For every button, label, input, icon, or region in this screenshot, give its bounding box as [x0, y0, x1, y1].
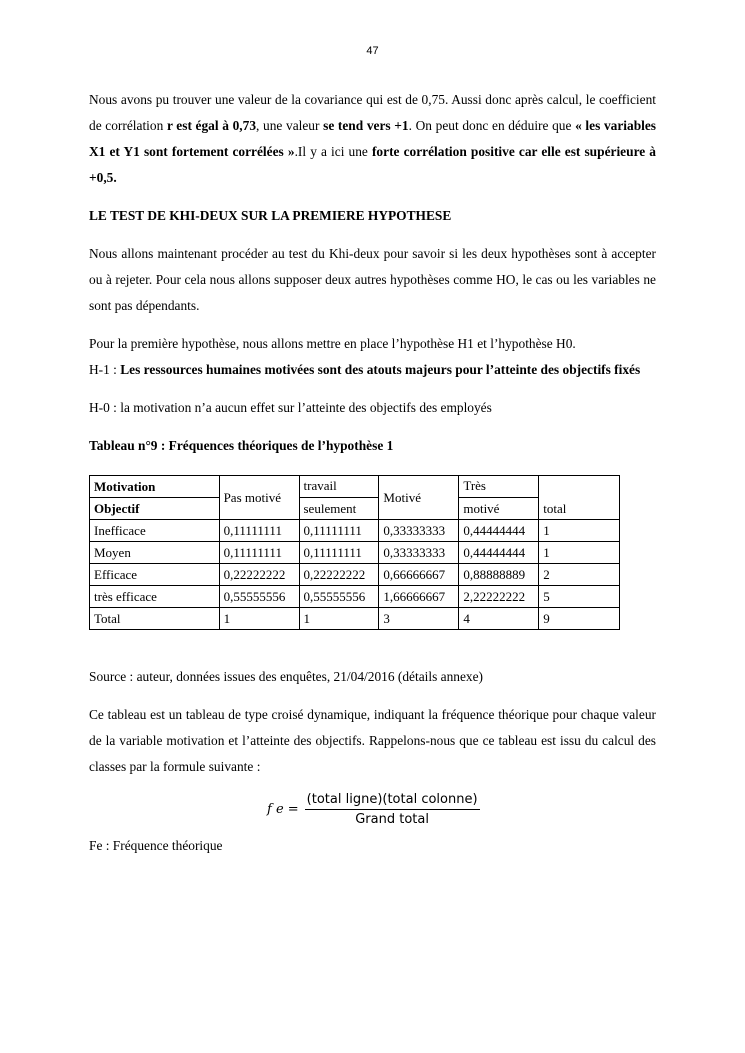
hypothesis-h1: [89, 357, 656, 383]
paragraph-hypotheses: Pour la première hypothèse, nous allons mettre en place l’hypothèse H1 et l’hypothèse H0.: [89, 336, 576, 351]
col-header-tres-l2: motivé: [459, 498, 539, 520]
page-number: 47: [366, 45, 379, 57]
formula-denominator: Grand total: [355, 812, 429, 827]
text-run: .Il y a ici une: [294, 144, 372, 159]
row-label: Inefficace: [90, 520, 220, 542]
row-label: Efficace: [90, 564, 220, 586]
text-run: . On peut donc en déduire que: [408, 118, 576, 133]
table-cell: 0,88888889: [459, 564, 539, 586]
fe-definition: Fe : Fréquence théorique: [89, 838, 223, 853]
bold-run: r est égal à 0,73: [166, 118, 257, 133]
table-row-total: [90, 608, 620, 630]
col-header-motive: Motivé: [379, 476, 459, 520]
text-run: Nous avons pu trouver une valeur de la covariance qui est de 0,75. Aussi donc après calcul, le coefficient de corrélation: [89, 92, 656, 133]
paragraph-correlation: [89, 87, 656, 191]
table-cell: 9: [539, 608, 620, 630]
col-header-travail-l1: travail: [299, 476, 379, 498]
table-cell: 5: [539, 586, 620, 608]
document-body: [89, 87, 656, 859]
table-cell: 1,66666667: [379, 586, 459, 608]
col-header-total: total: [539, 476, 620, 520]
table-row: [90, 520, 620, 542]
corner-motivation: Motivation: [90, 476, 220, 498]
section-heading: [89, 203, 656, 229]
table-header-row: [90, 476, 620, 498]
col-header-pas-motive: Pas motivé: [219, 476, 299, 520]
source-note: Source : auteur, données issues des enquêtes, 21/04/2016 (détails annexe): [89, 669, 484, 684]
h1-text: Les ressources humaines motivées sont des atouts majeurs pour l’atteinte des objectifs fixés: [120, 362, 641, 377]
table-cell: 0,11111111: [219, 542, 299, 564]
table-cell: 0,22222222: [219, 564, 299, 586]
bold-run: « les variables X1 et Y1 sont fortement corrélées »: [89, 118, 657, 159]
corner-objectif: Objectif: [90, 498, 220, 520]
table-row: [90, 586, 620, 608]
formula-lhs: f e =: [267, 802, 299, 817]
bold-run: se tend vers +1: [323, 118, 409, 133]
table-caption: Tableau n°9 : Fréquences théoriques de l’hypothèse 1: [89, 438, 394, 453]
table-row: [90, 564, 620, 586]
table-cell: 2: [539, 564, 620, 586]
table-cell: 0,33333333: [379, 520, 459, 542]
row-label: très efficace: [90, 586, 220, 608]
table-cell: 1: [539, 542, 620, 564]
text-run: , une valeur: [256, 118, 324, 133]
h1-label: H-1 :: [89, 362, 121, 377]
col-header-travail-l2: seulement: [299, 498, 379, 520]
hypothesis-h0: H-0 : la motivation n’a aucun effet sur l’atteinte des objectifs des employés: [89, 400, 492, 415]
formula-numerator: (total ligne)(total colonne): [305, 792, 480, 810]
table-cell: 0,55555556: [219, 586, 299, 608]
table-cell: 0,11111111: [299, 520, 379, 542]
paragraph-table-explanation: Ce tableau est un tableau de type croisé dynamique, indiquant la fréquence théorique pour chaque valeur de la variable motivation et l’atteinte des objectifs. Rappelons-nous que ce tableau est issu du calcul des classes par la formule suivante :: [89, 707, 656, 774]
table-cell: 0,55555556: [299, 586, 379, 608]
table-cell: 0,11111111: [299, 542, 379, 564]
table-cell: 3: [379, 608, 459, 630]
frequency-table: [89, 475, 620, 630]
col-header-tres-l1: Très: [459, 476, 539, 498]
table-cell: 0,33333333: [379, 542, 459, 564]
table-cell: 4: [459, 608, 539, 630]
formula: [267, 792, 656, 827]
table-cell: 1: [539, 520, 620, 542]
table-cell: 1: [299, 608, 379, 630]
row-label: Total: [90, 608, 220, 630]
table-row: [90, 542, 620, 564]
row-label: Moyen: [90, 542, 220, 564]
heading-text: LE TEST DE KHI-DEUX SUR LA PREMIERE HYPOTHESE: [89, 208, 452, 223]
formula-fraction: [305, 792, 480, 827]
table-cell: 1: [219, 608, 299, 630]
table-cell: 0,22222222: [299, 564, 379, 586]
table-cell: 2,22222222: [459, 586, 539, 608]
table-cell: 0,11111111: [219, 520, 299, 542]
paragraph-khi-deux: Nous allons maintenant procéder au test du Khi-deux pour savoir si les deux hypothèses sont à accepter ou à rejeter. Pour cela nous allons supposer deux autres hypothèses comme HO, le cas ou les variables ne sont pas dépendants.: [89, 246, 656, 313]
table-cell: 0,66666667: [379, 564, 459, 586]
table-cell: 0,44444444: [459, 542, 539, 564]
table-cell: 0,44444444: [459, 520, 539, 542]
bold-run: forte corrélation positive car elle est supérieure à +0,5.: [89, 144, 657, 185]
